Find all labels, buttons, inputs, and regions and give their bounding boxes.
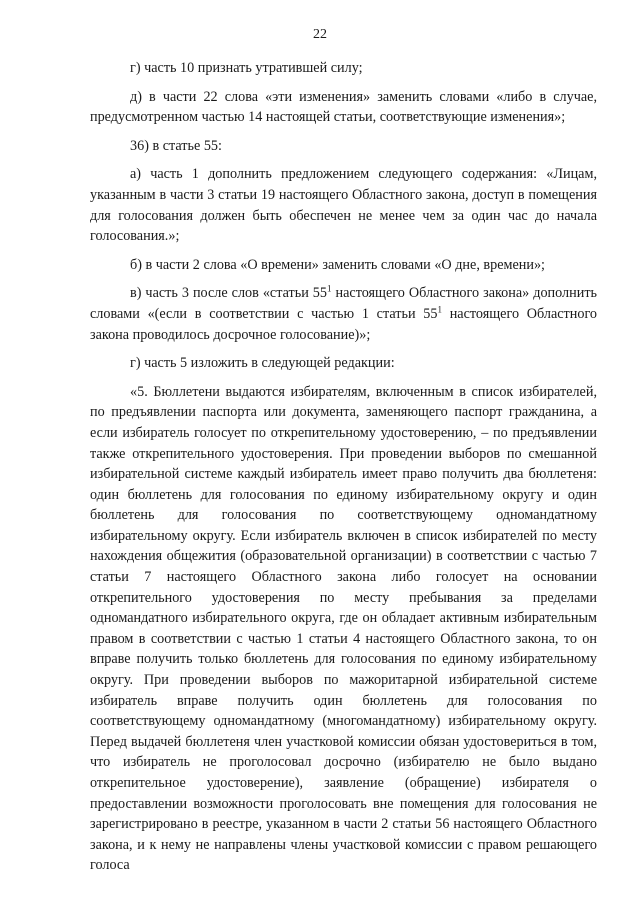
page-number: 22 bbox=[313, 27, 327, 42]
text-segment: настоящего Областного закона проводилось досрочное голосование)»; bbox=[90, 305, 597, 343]
paragraph-item-g-part-10: г) часть 10 признать утратившей силу; bbox=[130, 60, 363, 76]
paragraph-new-part-5-text: «5. Бюллетени выдаются избирателям, включенным в список избирателей, по предъявлении паспорта или документа, заменяющего паспорт гражданина, а если избиратель голосует по открепительному удостоверению, – по предъявлении также открепительного удостоверения. При проведении выборов по смешанной избирательной системе каждый избиратель имеет право получить два бюллетеня: один бюллетень для голосования по единому избирательному округу и один бюллетень для голосования по соответствующему одномандатному избирательному округу. Если избиратель включен в список избирателей по месту нахождения общежития (образовательной организации) в соответствии с частью 7 статьи 7 настоящего Областного закона либо голосует на основании открепительного удостоверения по месту пребывания за пределами одномандатного избирательного округа, где он обладает активным избирательным правом в соответствии с частью 1 статьи 4 настоящего Областного закона, то он вправе получить только бюллетень для голосования по единому избирательному округу. При проведении выборов по мажоритарной избирательной системе избиратель вправе получить один бюллетень для голосования по соответствующему одномандатному (многомандатному) избирательному округу. Перед выдачей бюллетеня член участковой комиссии обязан удостовериться в том, что избиратель не проголосовал досрочно (избирателю не было выдано открепительное удостоверение), заявление (обращение) избирателя о предоставлении возможности проголосовать вне помещения для голосования не зарегистрировано в реестре, указанном в части 2 статьи 56 настоящего Областного закона, и к нему не направлены члены участковой комиссии с правом решающего голоса bbox=[90, 383, 597, 874]
paragraph-item-d-part-22: д) в части 22 слова «эти изменения» заменить словами «либо в случае, предусмотренном частью 14 настоящей статьи, соответствующие изменения»; bbox=[90, 88, 597, 126]
paragraph-item-a-part-1: а) часть 1 дополнить предложением следующего содержания: «Лицам, указанным в части 3 статьи 19 настоящего Областного закона, доступ в помещения для голосования должен быть обеспечен не менее чем за один час до начала голосования.»; bbox=[90, 166, 597, 245]
paragraph-article-55-heading: 36) в статье 55: bbox=[130, 137, 222, 154]
paragraph-item-b-part-2: б) в части 2 слова «О времени» заменить словами «О дне, времени»; bbox=[130, 256, 545, 273]
document-body bbox=[90, 58, 597, 876]
paragraph-item-g-part-5: г) часть 5 изложить в следующей редакции: bbox=[130, 355, 395, 372]
superscript: 1 bbox=[437, 304, 442, 315]
text-segment: в) часть 3 после слов «статьи 55 bbox=[130, 285, 327, 302]
text-segment: настоящего Областного закона» дополнить словами «(если в соответствии с частью 1 статьи 55 bbox=[90, 285, 597, 322]
superscript: 1 bbox=[327, 283, 332, 294]
paragraph-item-v-part-3 bbox=[90, 283, 597, 345]
